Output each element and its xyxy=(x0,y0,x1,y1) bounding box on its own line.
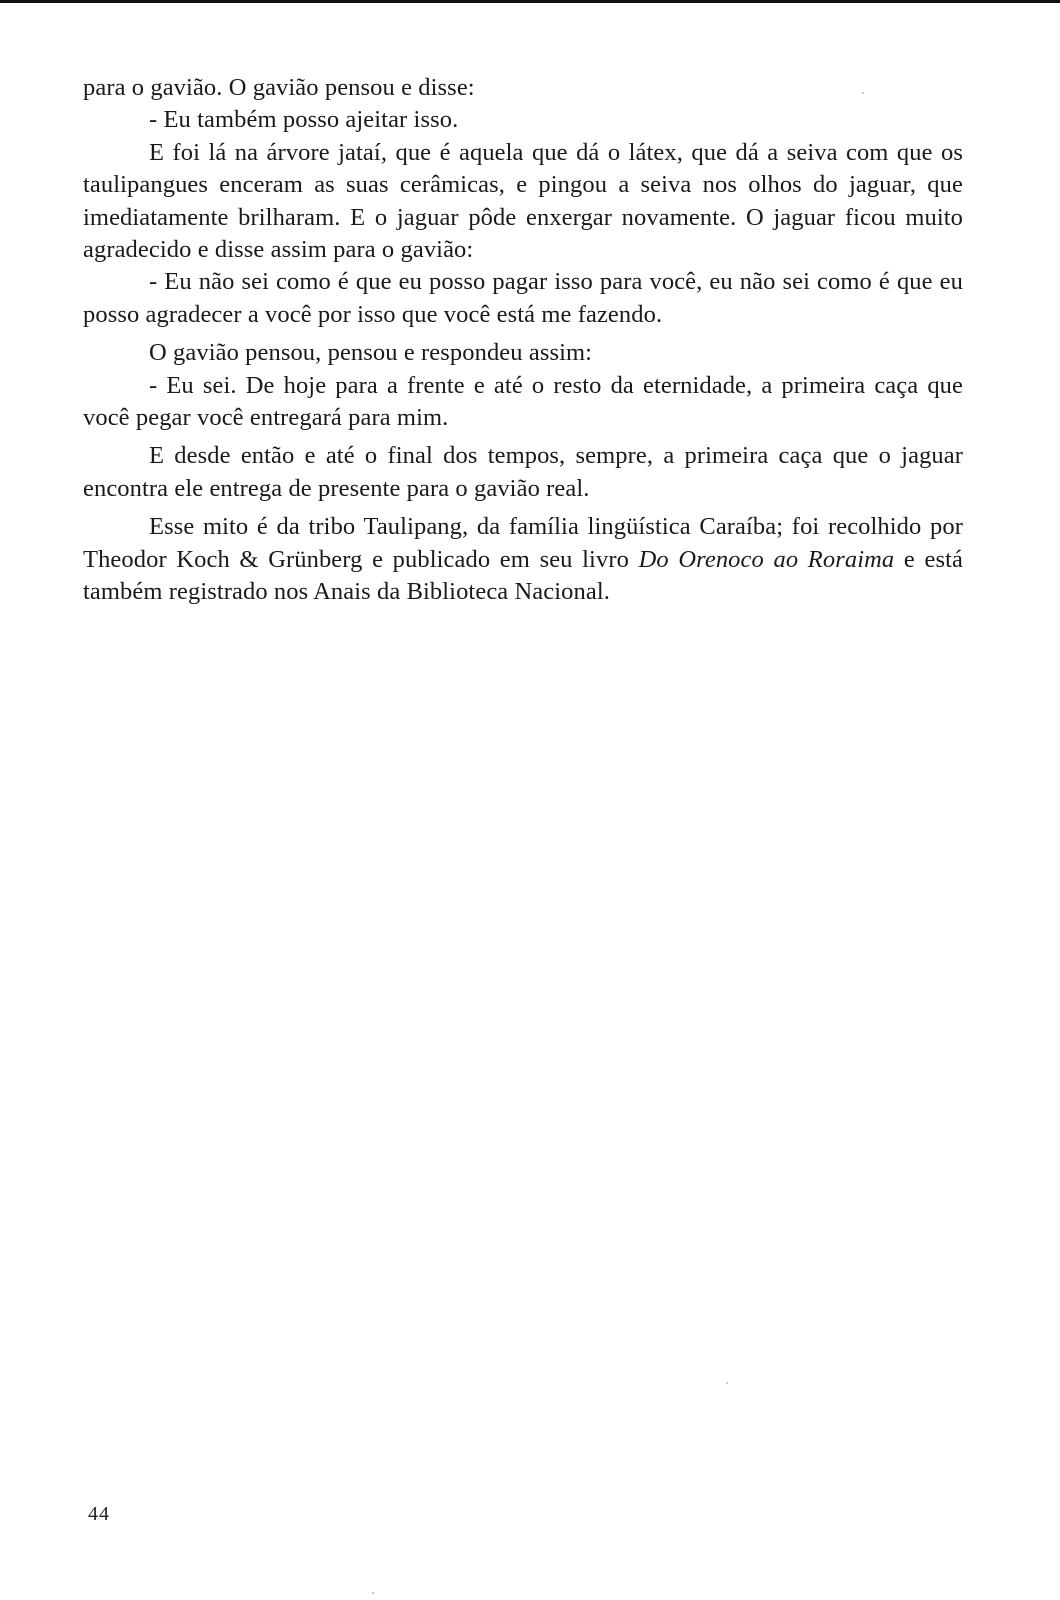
book-title: Do Orenoco ao Roraima xyxy=(638,545,895,573)
citation-text-before: Esse mito é da tribo Taulipang, da família lingüística Caraíba; foi recolhido por Theodor Koch & Grünberg e publicado em seu livro xyxy=(83,513,963,573)
paper-speck xyxy=(372,1592,374,1594)
paragraph-5: O gavião pensou, pensou e respondeu assim: xyxy=(149,339,593,367)
paragraph-3: E foi lá na árvore jataí, que é aquela que dá o látex, que dá a seiva com que os taulipangues enceram as suas cerâmicas, e pingou a seiva nos olhos do jaguar, que imediatamente brilharam. E o jaguar pôde enxergar novamente. O jaguar ficou muito agradecido e disse assim para o gavião: xyxy=(83,138,963,264)
paragraph-7: E desde então e até o final dos tempos, sempre, a primeira caça que o jaguar encontra ele entrega de presente para o gavião real. xyxy=(83,442,963,502)
body-text xyxy=(83,72,963,609)
page-number: 44 xyxy=(88,1503,110,1525)
paragraph-2: - Eu também posso ajeitar isso. xyxy=(149,106,459,134)
page-top-edge xyxy=(0,0,1060,3)
citation-text-after: e está também registrado nos Anais da Biblioteca Nacional. xyxy=(83,545,963,606)
paper-speck xyxy=(726,1382,728,1384)
paragraph-1: para o gavião. O gavião pensou e disse: xyxy=(83,74,475,101)
paper-speck xyxy=(862,92,864,94)
paragraph-4: - Eu não sei como é que eu posso pagar isso para você, eu não sei como é que eu posso agradecer a você por isso que você está me fazendo. xyxy=(83,268,963,328)
paragraph-6: - Eu sei. De hoje para a frente e até o resto da eternidade, a primeira caça que você pegar você entregará para mim. xyxy=(83,371,963,432)
paragraph-8 xyxy=(83,511,963,608)
